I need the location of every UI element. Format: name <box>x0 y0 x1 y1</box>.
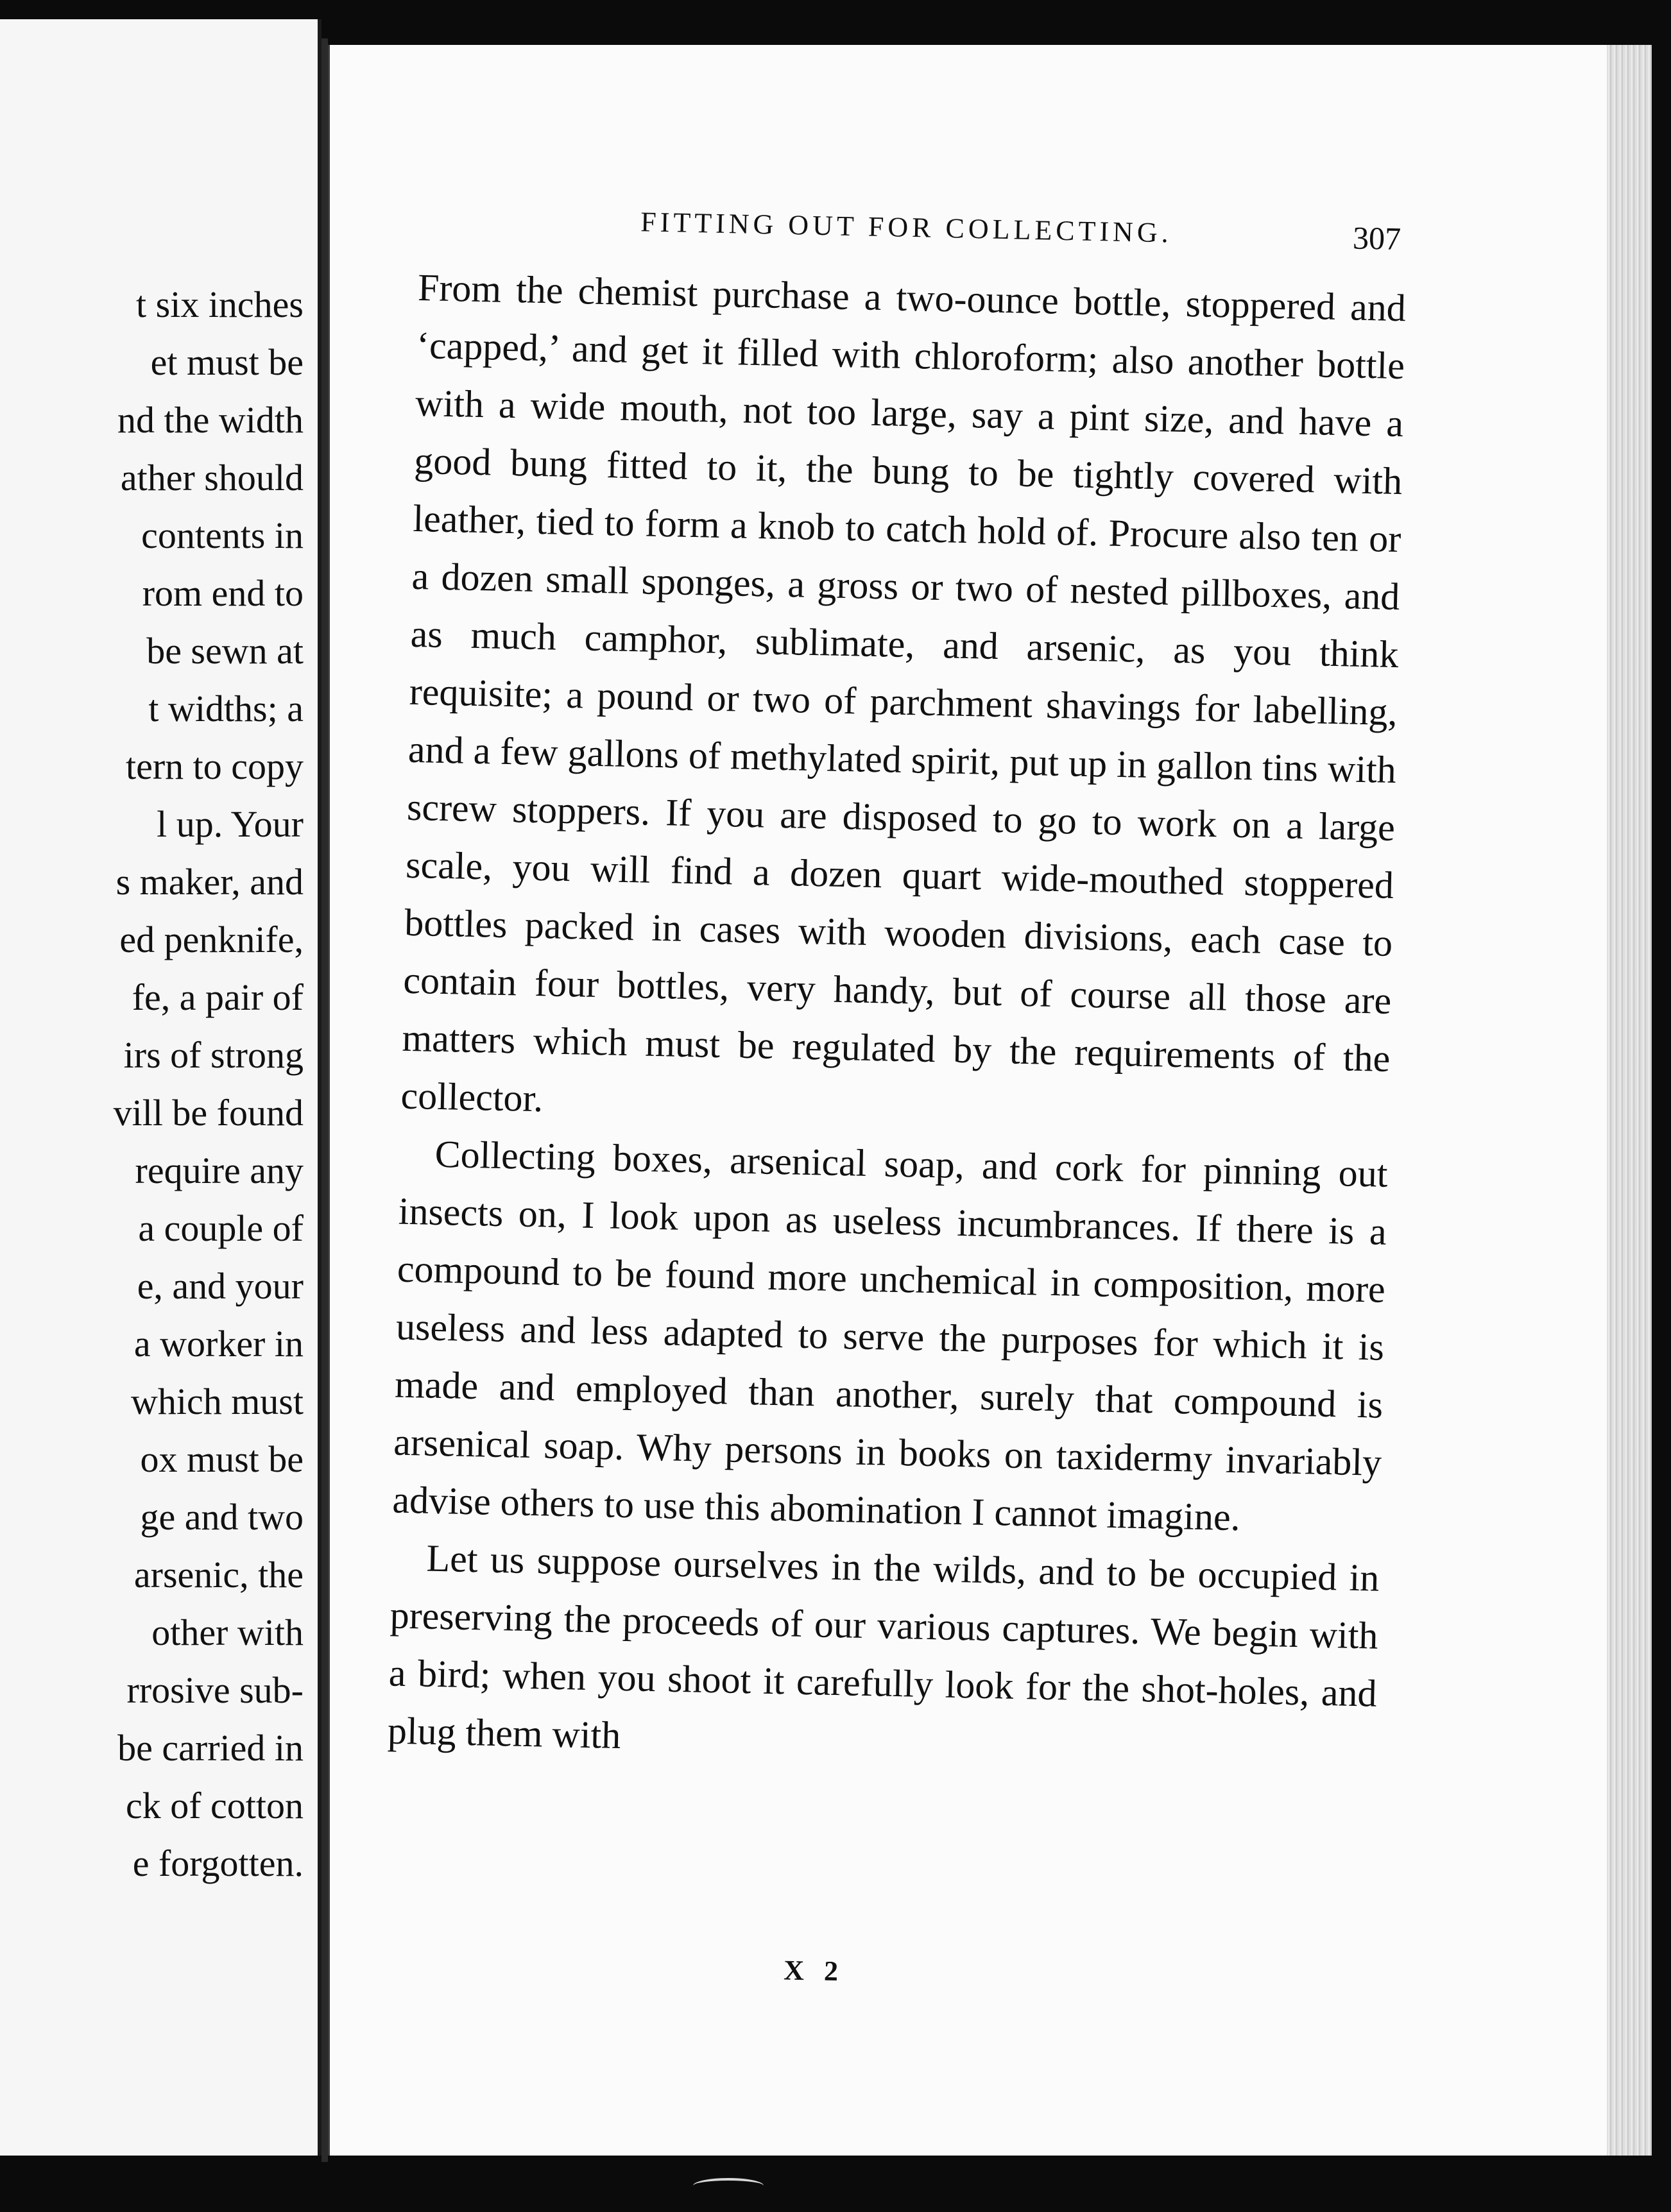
left-line: be sewn at <box>146 630 304 672</box>
paragraph: Collecting boxes, arsenical soap, and cork for pinning out insects on, I look upon as useless incumbrances. If there is a compound to be found more unchemical in composition, more useless and less adapted to serve the purposes for which it is made and employed than another, surely that compound is arsenical soap. Why persons in books on taxidermy invariably advise others to use this abomination I cannot imagine. <box>391 1132 1389 1539</box>
paragraph: Let us suppose ourselves in the wilds, and to be occupied in preserving the proceeds of our various captures. We begin with a bird; when you shoot it carefully look for the shot-holes, and plug them with <box>387 1536 1380 1757</box>
left-line: be carried in <box>117 1727 304 1769</box>
left-page <box>0 19 321 2156</box>
left-line: which must <box>130 1381 304 1422</box>
left-line: other with <box>151 1612 304 1653</box>
left-line: t widths; a <box>148 688 304 729</box>
left-page-text <box>114 276 304 1893</box>
left-line: rrosive sub- <box>126 1669 304 1711</box>
scan-mark <box>693 2178 764 2193</box>
book-gutter <box>321 38 328 2162</box>
left-line: a couple of <box>138 1207 304 1249</box>
left-line: fe, a pair of <box>132 976 304 1018</box>
left-line: t six inches <box>136 284 304 325</box>
page-content <box>328 45 1652 2156</box>
left-line: et must be <box>150 341 304 383</box>
left-line: ge and two <box>140 1496 304 1538</box>
left-line: irs of strong <box>123 1034 304 1076</box>
body-text <box>387 259 1407 1780</box>
left-line: ed penknife, <box>119 919 304 960</box>
left-line: a worker in <box>133 1323 304 1365</box>
left-line: e, and your <box>137 1265 304 1307</box>
left-line: arsenic, the <box>133 1554 304 1595</box>
signature-mark: X 2 <box>783 1954 845 1987</box>
page-number: 307 <box>1352 219 1401 257</box>
left-line: ck of cotton <box>125 1785 304 1826</box>
left-line: ox must be <box>140 1438 304 1480</box>
running-head: FITTING OUT FOR COLLECTING. <box>640 206 1173 249</box>
left-line: e forgotten. <box>132 1842 304 1884</box>
left-line: l up. Your <box>157 803 304 845</box>
left-line: tern to copy <box>125 745 304 787</box>
right-page <box>328 45 1652 2156</box>
left-line: ather should <box>120 457 304 498</box>
left-line: nd the width <box>117 399 304 441</box>
left-line: contents in <box>141 515 304 556</box>
paragraph: From the chemist purchase a two-ounce bottle, stoppered and ‘capped,’ and get it filled with chloroform; also another bottle with a wide mouth, not too large, say a pint size, and have a good bung fitted to it, the bung to be tightly covered with leather, tied to form a knob to catch hold of. Procure also ten or a dozen small sponges, a gross or two of nested pillboxes, and as much camphor, sublimate, and arsenic, as you think requisite; a pound or two of parchment shavings for labelling, and a few gallons of methylated spirit, put up in gallon tins with screw stoppers. If you are disposed to go to work on a large scale, you will find a dozen quart wide-mouthed stoppered bottles packed in cases with wooden divisions, each case to contain four bottles, very handy, but of course all those are matters which must be regulated by the requirements of the collector. <box>400 266 1407 1120</box>
left-line: require any <box>135 1150 304 1191</box>
left-line: s maker, and <box>116 861 304 903</box>
left-line: rom end to <box>142 572 304 614</box>
left-line: vill be found <box>113 1092 304 1134</box>
